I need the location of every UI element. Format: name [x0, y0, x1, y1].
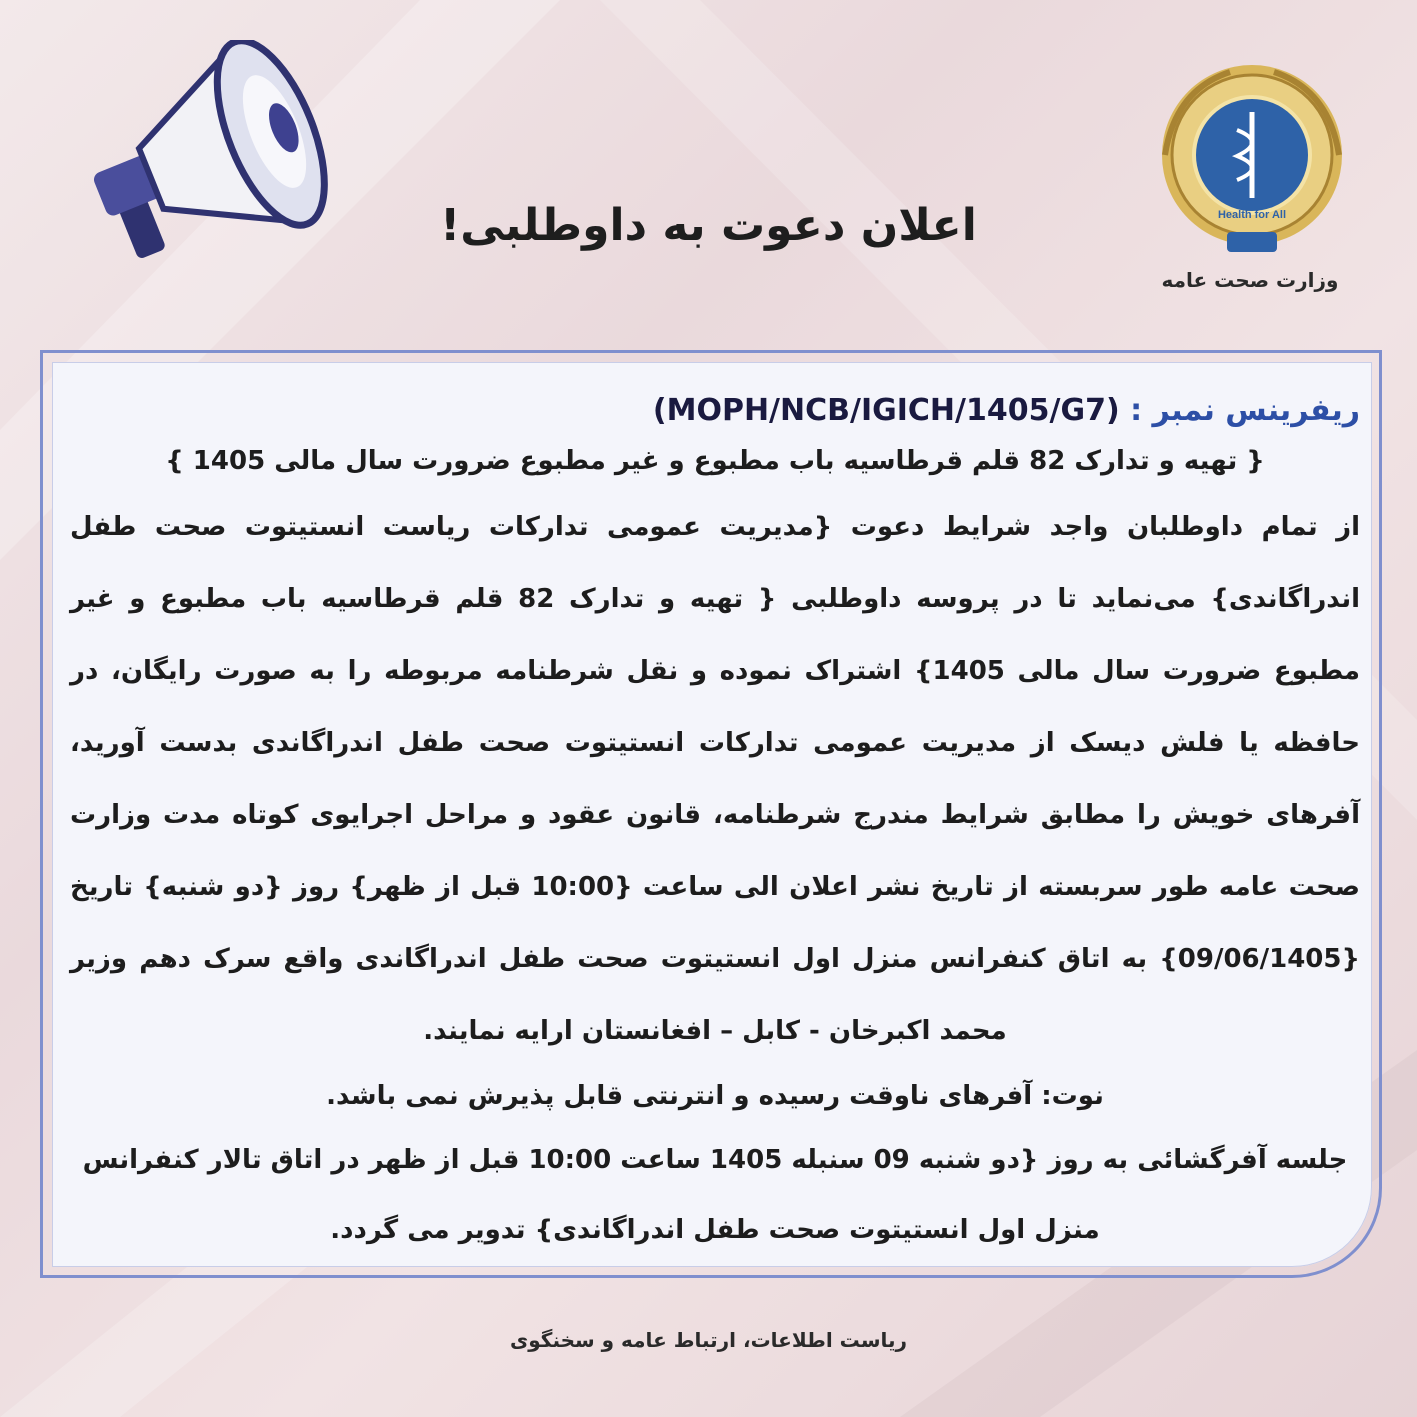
reference-line [70, 385, 1360, 437]
notice-subject: { تهیه و تدارک 82 قلم قرطاسیه باب مطبوع و غیر مطبوع ضرورت سال مالی 1405 } [165, 446, 1265, 476]
footer-text: ریاست اطلاعات، ارتباط عامه و سخنگوی [509, 1328, 908, 1352]
notice-meeting: جلسه آفرگشائی به روز {دو شنبه 09 سنبله 1405 ساعت 10:00 قبل از ظهر در اتاق تالار کنفرانس منزل اول انستیتوت صحت طفل اندراگاندی} تدویر می گردد. [82, 1145, 1348, 1245]
emblem-text: Health for All [1217, 209, 1287, 221]
reference-code: (MOPH/NCB/IGICH/1405/G7) [652, 393, 1120, 428]
megaphone-icon [60, 40, 350, 290]
notice-content [70, 385, 1360, 1265]
ministry-emblem-icon [1145, 60, 1360, 260]
page-title: اعلان دعوت به داوطلبی! [440, 200, 977, 251]
reference-label: ریفرینس نمبر : [1130, 393, 1360, 428]
notice-body: از تمام داوطلبان واجد شرایط دعوت {مدیریت عمومی تدارکات ریاست انستیتوت صحت طفل اندراگاندی} می‌نماید تا در پروسه داوطلبی { تهیه و تدارک 82 قلم قرطاسیه باب مطبوع و غیر مطبوع ضرورت سال مالی 1405} اشتراک نموده و نقل شرطنامه مربوطه را به صورت رایگان، در حافظه یا فلش دیسک از مدیریت عمومی تدارکات انستیتوت صحت طفل اندراگاندی بدست آورید، آفرهای خویش را مطابق شرایط مندرج شرطنامه، قانون عقود و مراحل اجرایوی کوتاه مدت وزارت صحت عامه طور سربسته از تاریخ نشر اعلان الی ساعت {10:00 قبل از ظهر} روز {دو شنبه} تاریخ {09/06/1405} به اتاق کنفرانس منزل اول انستیتوت صحت طفل اندراگاندی واقع سرک دهم وزیر محمد اکبرخان - کابل – افغانستان ارایه نمایند. [70, 512, 1361, 1046]
ministry-label: وزارت صحت عامه [1161, 268, 1339, 292]
notice-note: نوت: آفرهای ناوقت رسیده و انترنتی قابل پذیرش نمی باشد. [326, 1081, 1104, 1111]
